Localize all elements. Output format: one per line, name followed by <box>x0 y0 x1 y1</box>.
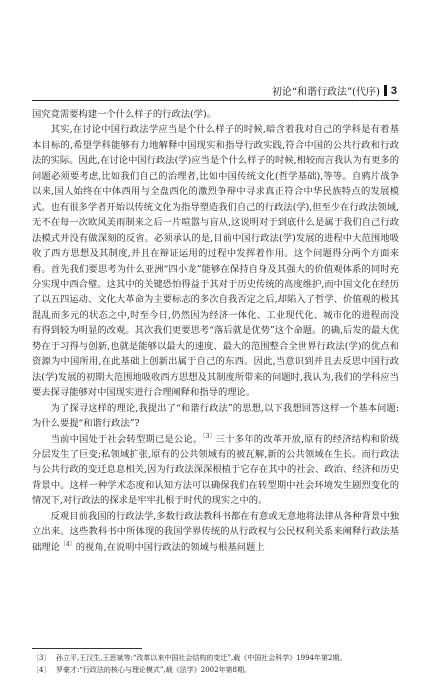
paragraph-5-rest: 的视角,在说明中国行政法的领域与根基问题上 <box>75 541 265 553</box>
footnote-mark: 〔4〕 <box>32 666 51 674</box>
body-text <box>32 107 399 555</box>
footnotes <box>32 652 399 676</box>
footnote-4 <box>32 664 399 676</box>
header-bar-mark <box>384 85 387 96</box>
page-number: 3 <box>390 84 397 97</box>
paragraph-4-rest: 三十多年的改革开放,原有的经济结构和阶级分层发生了巨变;私领域扩张,原有的公共领域有的被瓦解,新的公共领域在生长。而行政法与公共行政的变迁息息相关,因为行政法深深根植于它存在其中的社会、政治、经济和历史背景中。这样一种学术态度和认知方法可以确保我们在转型期中社会环境发生剧烈变化的情况下,对行政法的探求是牢牢扎根于时代的现实之中的。 <box>32 433 399 507</box>
footnote-text: 孙立平,王汉生,王思斌等:“改革以来中国社会结构的变迁”,载《中国社会科学》1994年第2期。 <box>56 654 347 662</box>
running-header <box>272 83 397 98</box>
paragraph-2: 其实,在讨论中国行政法学应当是个什么样子的时候,暗含着我对自己的学科是有着基本目标的,希望学科能够有力地解释中国现实和指导行政实践,符合中国的公共行政和行政法的实际。因此,在讨论中国行政法(学)应当是个什么样子的时候,相较而言我认为有更多的问题必须要考虑,比如我们自己的治理者,比如中国传统文化(哲学基础),等等。自鸦片战争以来,国人始终在中体西用与全盘西化的激烈争辩中寻求真正符合中华民族特点的发展模式。也有很多学者开始以传统文化为指导塑造我们自己的行政法(学),但至少在行政法领域,无不在每一次欧风美雨制来之后一片喧嚣与盲从,这说明对于到底什么是属于我们自己行政法模式并没有做深刻的反省。必须承认的是,目前中国行政法(学)发展的进程中大范围地吸收了西方思想及其制度,并且在辩证运用的过程中发挥着作用。这个问题得分两个方面来看。首先我们要思考为什么亚洲“四小龙”能够在保持自身及其强大的价值观体系的同时充分实现中西合璧。这其中的关键恐怕得益于其对于历史传统的高度维护,而中国文化在经历了以五四运动、文化大革命为主要标志的多次自我否定之后,却陷入了哲学、价值观的极其混乱而多元的状态之中,时至今日,仍然因为经济一体化、工业现代化、城市化的进程而没有得到较为明显的改观。其次我们更要思考“落后就是优势”这个命题。的确,后发的最大优势在于习得与创新,也就是能够以最大的速度、最大的范围整合全世界行政法(学)的优点和资源为中国所用,在此基础上创新出属于自己的东西。因此,当意识到并且去反思中国行政法(学)发展的初期大范围地吸收西方思想及其制度所带来的问题时,我认为,我们的学科应当要去探寻能够对中国现实进行合理阐释和指导的理论。 <box>32 124 399 399</box>
paragraph-3: 为了探寻这样的理论,我提出了“和谐行政法”的思想,以下我想回答这样一个基本问题:为什么要提“和谐行政法”? <box>32 402 399 430</box>
footnote-ref-3[interactable]: 〔3〕 <box>202 432 216 440</box>
footnote-text: 罗豪才:“行政法的核心与理论模式”,载《法学》2002年第8期。 <box>56 666 252 674</box>
header-rule <box>32 100 399 101</box>
footnote-3 <box>32 652 399 664</box>
footnote-ref-4[interactable]: 〔4〕 <box>59 540 76 548</box>
paragraph-1: 国究竟需要构建一个什么样子的行政法(学)。 <box>32 109 216 120</box>
paragraph-5 <box>32 509 399 555</box>
paragraph-4-lead: 当前中国处于社会转型期已是公论。 <box>50 433 203 445</box>
paragraph-5-lead: 反观目前我国的行政法学,多数行政法教科书都在有意或无意地将法律从各种背景中独立出来。这些教科书中所体现的我国学界传统的从行政权与公民权利关系来阐释行政法基础理论 <box>32 510 399 553</box>
footnote-mark: 〔3〕 <box>32 654 51 662</box>
paragraph-4 <box>32 432 399 509</box>
footnote-rule <box>32 648 142 649</box>
running-title: 初论“和谐行政法”(代序) <box>271 87 380 98</box>
